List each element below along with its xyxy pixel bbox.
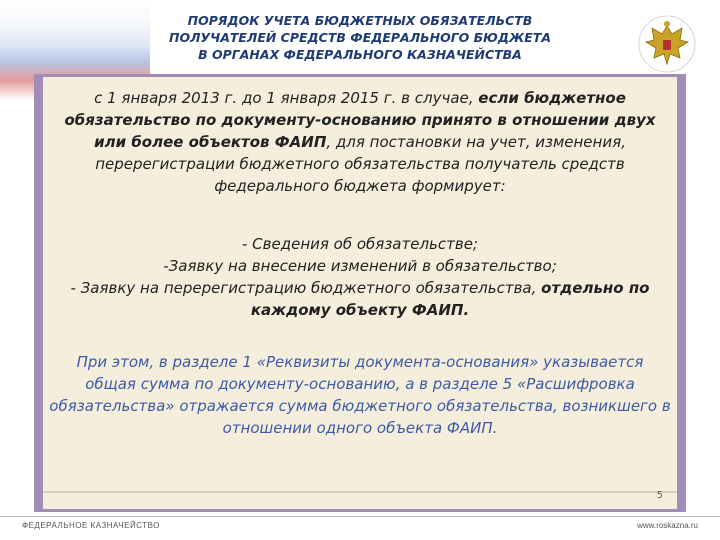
content-panel <box>43 81 677 493</box>
double-headed-eagle-emblem-icon <box>634 14 700 74</box>
note-paragraph: При этом, в разделе 1 «Реквизиты документа-основания» указывается общая сумма по документу-основанию, а в разделе 5 «Расшифровка обязательства» отражается сумма бюджетного обязательства, возникшего в отношении одного объекта ФАИП. <box>49 353 671 437</box>
content-frame <box>34 74 686 512</box>
intro-text-end: , для постановки на учет, изменения, перерегистрации бюджетного обязательства получатель средств федерального бюджета формирует: <box>95 133 626 195</box>
list-item: - Сведения об обязательстве; <box>242 235 478 253</box>
footer-divider <box>0 516 720 517</box>
intro-bold-condition: если бюджетное обязательство по документу-основанию принято в отношении двух или более объектов ФАИП <box>64 89 656 151</box>
title-line-3: В ОРГАНАХ ФЕДЕРАЛЬНОГО КАЗНАЧЕЙСТВА <box>198 47 522 62</box>
footer-organization: ФЕДЕРАЛЬНОЕ КАЗНАЧЕЙСТВО <box>22 521 160 530</box>
slide-title <box>150 12 570 63</box>
intro-text-start: с 1 января 2013 г. до 1 января 2015 г. в случае, <box>94 89 474 107</box>
list-item-bold: отдельно по каждому объекту ФАИП. <box>250 279 650 319</box>
footer-website-link[interactable]: www.roskazna.ru <box>637 521 698 530</box>
title-line-2: ПОЛУЧАТЕЛЕЙ СРЕДСТВ ФЕДЕРАЛЬНОГО БЮДЖЕТА <box>168 30 552 45</box>
intro-paragraph <box>49 87 671 197</box>
list-item <box>43 277 677 321</box>
documents-list <box>43 233 677 321</box>
page-number: 5 <box>656 490 663 501</box>
title-line-1: ПОРЯДОК УЧЕТА БЮДЖЕТНЫХ ОБЯЗАТЕЛЬСТВ <box>187 13 533 28</box>
list-item: -Заявку на внесение изменений в обязательство; <box>163 257 557 275</box>
list-item-text: - Заявку на перерегистрацию бюджетного обязательства, <box>70 279 537 297</box>
